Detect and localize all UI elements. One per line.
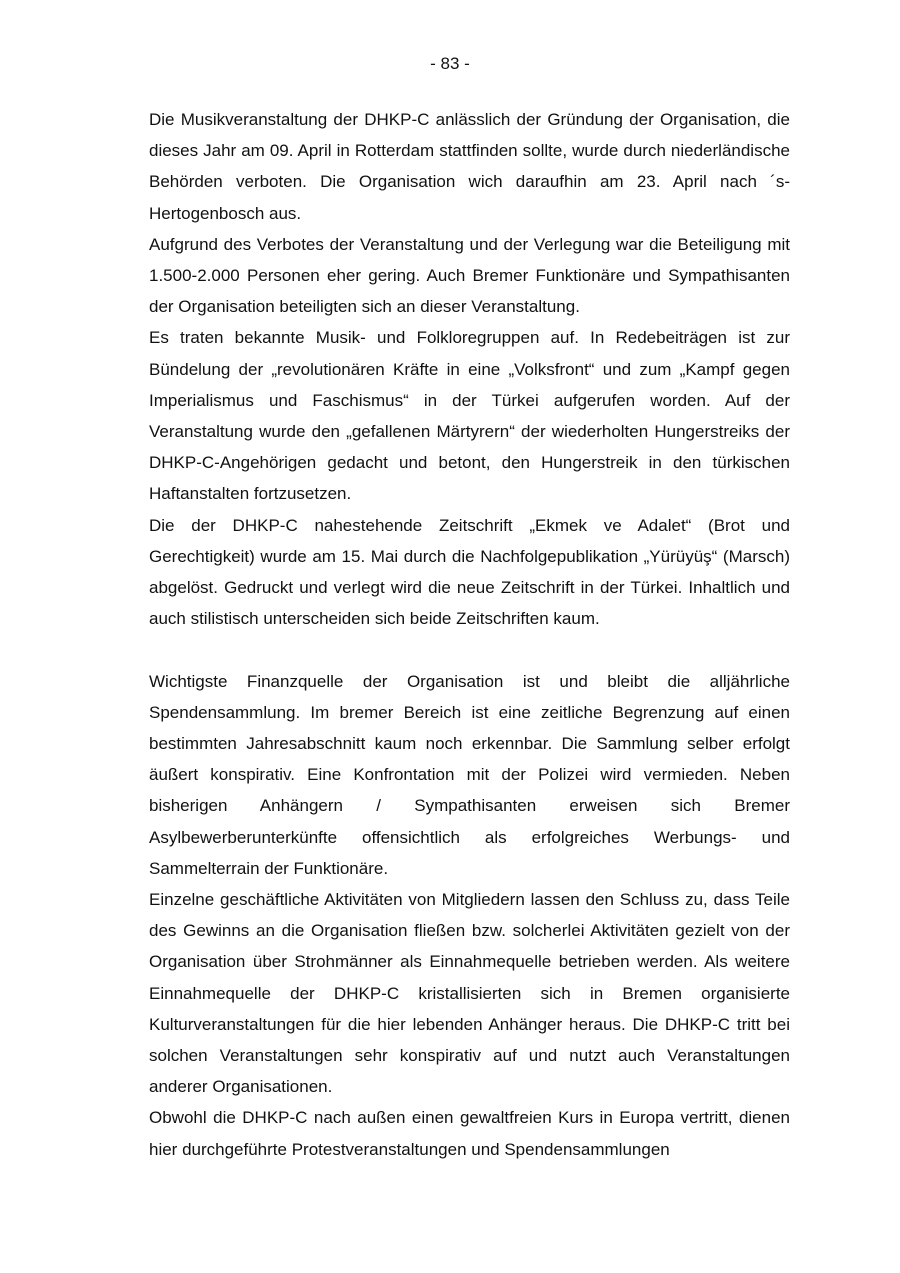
paragraph-redebeitraege: Es traten bekannte Musik- und Folkloregruppen auf. In Redebeiträgen ist zur Bündelung der „revolutionären Kräfte in eine „Volksfront“ und zum „Kampf gegen Imperialismus und Faschismus“ in der Türkei aufgerufen worden. Auf der Veranstaltung wurde den „gefallenen Märtyrern“ der wiederholten Hungerstreiks der DHKP-C-Angehörigen gedacht und betont, den Hungerstreik in den türkischen Haftanstalten fortzusetzen. — [149, 328, 790, 504]
paragraph-gewaltfreier-kurs: Obwohl die DHKP-C nach außen einen gewaltfreien Kurs in Europa vertritt, dienen hier durchgeführte Protestveranstaltungen und Spendensammlungen — [149, 1108, 790, 1159]
paragraph-zeitschrift: Die der DHKP-C nahestehende Zeitschrift „Ekmek ve Adalet“ (Brot und Gerechtigkeit) wurde am 15. Mai durch die Nachfolgepublikation „Yürüyüş“ (Marsch) abgelöst. Gedruckt und verlegt wird die neue Zeitschrift in der Türkei. Inhaltlich und auch stilistisch unterscheiden sich beide Zeitschriften kaum. — [149, 515, 790, 629]
paragraph-finanzquelle: Wichtigste Finanzquelle der Organisation ist und bleibt die alljährliche Spendensammlung. Im bremer Bereich ist eine zeitliche Begrenzung auf einen bestimmten Jahresabschnitt kaum noch erkennbar. Die Sammlung selber erfolgt äußert konspirativ. Eine Konfrontation mit der Polizei wird vermieden. Neben bisherigen Anhängern / Sympathisanten erweisen sich Bremer Asylbewerberunterkünfte offensichtlich als erfolgreiches Werbungs- und Sammelterrain der Funktionäre. — [149, 671, 790, 878]
page-number: - 83 - — [430, 54, 470, 73]
paragraph-geschaeftliche-aktivitaeten: Einzelne geschäftliche Aktivitäten von Mitgliedern lassen den Schluss zu, dass Teile des Gewinns an die Organisation fließen bzw. solcherlei Aktivitäten gezielt von der Organisation über Strohmänner als Einnahmequelle betrieben werden. Als weitere Einnahmequelle der DHKP-C kristallisierten sich in Bremen organisierte Kulturveranstaltungen für die hier lebenden Anhänger heraus. Die DHKP-C tritt bei solchen Veranstaltungen sehr konspirativ auf und nutzt auch Veranstaltungen anderer Organisationen. — [149, 890, 790, 1097]
paragraph-verbot-beteiligung: Aufgrund des Verbotes der Veranstaltung und der Verlegung war die Beteiligung mit 1.500-2.000 Personen eher gering. Auch Bremer Funktionäre und Sympathisanten der Organisation beteiligten sich an dieser Veranstaltung. — [149, 234, 790, 317]
paragraph-musikveranstaltung: Die Musikveranstaltung der DHKP-C anlässlich der Gründung der Organisation, die dieses Jahr am 09. April in Rotterdam stattfinden sollte, wurde durch niederländische Behörden verboten. Die Organisation wich daraufhin am 23. April nach ´s-Hertogenbosch aus. — [149, 110, 790, 223]
body-text — [149, 104, 790, 1165]
